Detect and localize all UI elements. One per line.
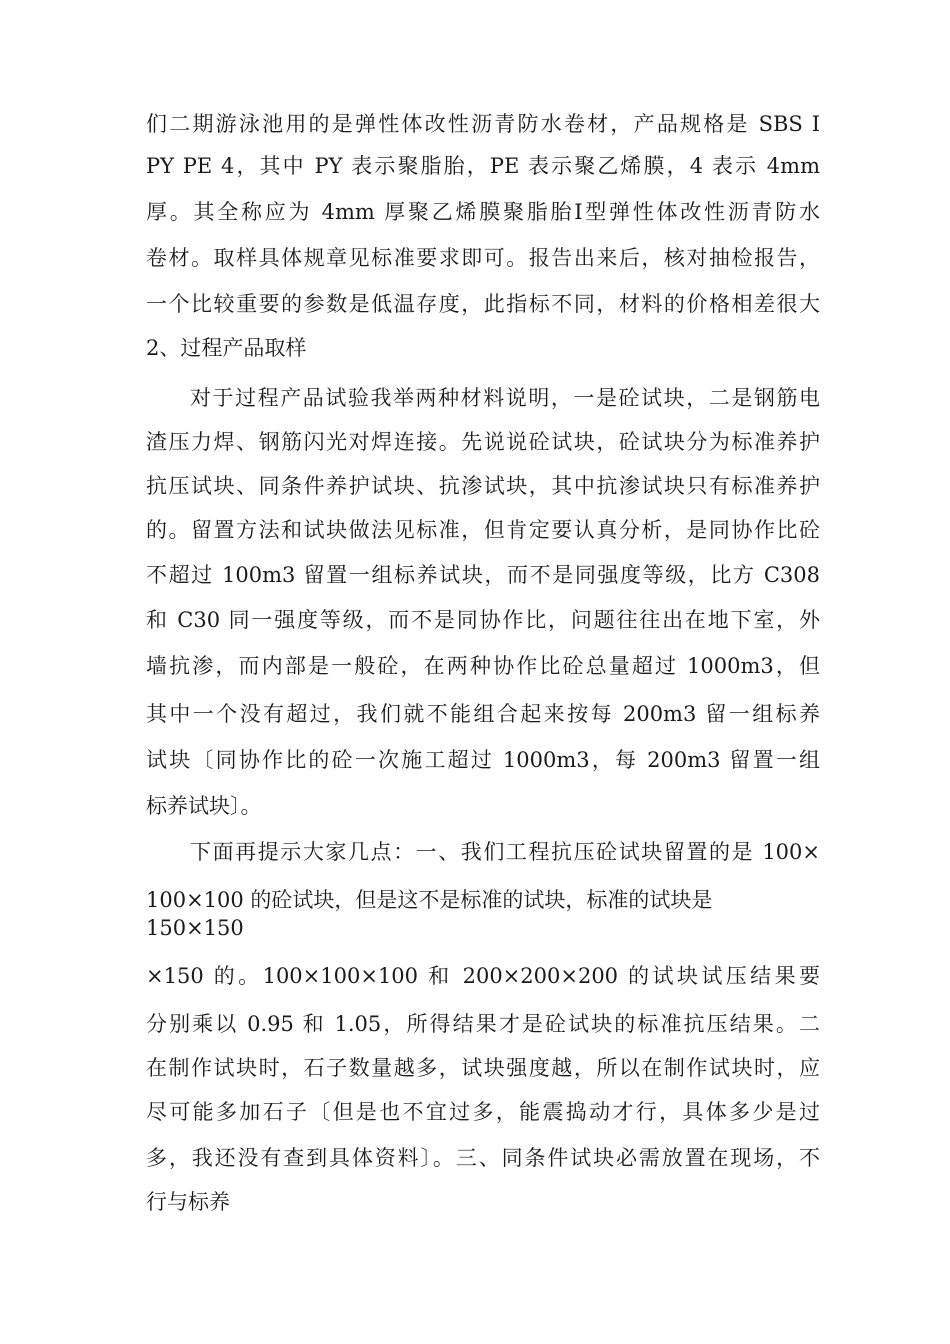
paragraph-first-line: 下面再提示大家几点：一、我们工程抗压砼试块留置的是 100×: [190, 840, 820, 864]
text-line: 一个比较重要的参数是低温存度，此指标不同，材料的价格相差很大: [146, 292, 820, 316]
text-line: 分别乘以 0.95 和 1.05，所得结果才是砼试块的标准抗压结果。二: [146, 1012, 820, 1036]
text-line: PY PE 4，其中 PY 表示聚脂胎，PE 表示聚乙烯膜，4 表示 4mm: [146, 154, 820, 178]
text-line: ×150 的。100×100×100 和 200×200×200 的试块试压结果要: [146, 964, 820, 988]
text-line: 100×100 的砼试块，但是这不是标准的试块，标准的试块是: [146, 888, 713, 912]
text-line: 渣压力焊、钢筋闪光对焊连接。先说说砼试块，砼试块分为标准养护: [146, 430, 820, 454]
text-line: 的。留置方法和试块做法见标准，但肯定要认真分析，是同协作比砼: [146, 518, 820, 542]
text-line: 尽可能多加石子〔但是也不宜过多，能震捣动才行，具体多少是过: [146, 1100, 820, 1124]
paragraph-first-line: 对于过程产品试验我举两种材料说明，一是砼试块，二是钢筋电: [190, 386, 820, 410]
text-line: 行与标养: [146, 1190, 230, 1214]
text-line: 在制作试块时，石子数量越多，试块强度越，所以在制作试块时，应: [146, 1056, 820, 1080]
text-line: 厚。其全称应为 4mm 厚聚乙烯膜聚脂胎Ⅰ型弹性体改性沥青防水: [146, 200, 820, 224]
text-line: 150×150: [146, 916, 244, 940]
text-line: 墙抗渗，而内部是一般砼，在两种协作比砼总量超过 1000m3，但: [146, 654, 820, 678]
text-line: 卷材。取样具体规章见标准要求即可。报告出来后，核对抽检报告，: [146, 246, 820, 270]
text-line: 标养试块〕。: [146, 794, 262, 818]
text-line: 多，我还没有查到具体资料〕。三、同条件试块必需放置在现场，不: [146, 1146, 820, 1170]
text-line: 其中一个没有超过，我们就不能组合起来按每 200m3 留一组标养: [146, 702, 820, 726]
text-line: 不超过 100m3 留置一组标养试块，而不是同强度等级，比方 C308: [146, 563, 820, 587]
text-line: 抗压试块、同条件养护试块、抗渗试块，其中抗渗试块只有标准养护: [146, 474, 820, 498]
text-line: 和 C30 同一强度等级，而不是同协作比，问题往往出在地下室，外: [146, 608, 820, 632]
text-line: 试块〔同协作比的砼一次施工超过 1000m3，每 200m3 留置一组: [146, 748, 820, 772]
text-line: 们二期游泳池用的是弹性体改性沥青防水卷材，产品规格是 SBS Ⅰ: [146, 112, 820, 136]
section-heading: 2、过程产品取样: [146, 336, 307, 360]
